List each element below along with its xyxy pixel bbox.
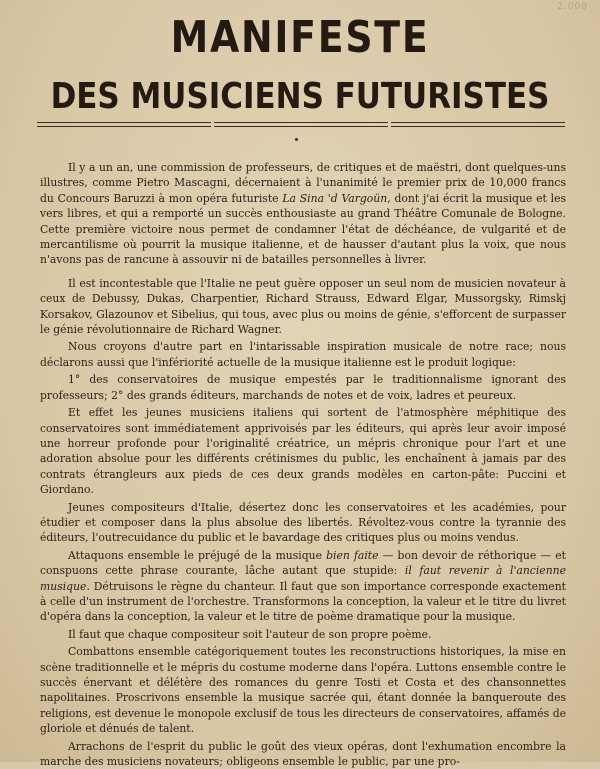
paragraph-2: Il est incontestable que l'Italie ne peut guère opposer un seul nom de musicien novateur à ceux de Debussy, Dukas, Charpentier, Richard Strauss, Edward Elgar, Mussorgsky, Rimskj Korsakov, Glazounov et Sibelius, qui tous, avec plus ou moins de génie, s'efforcent de surpasser le génie révolutionnaire de Richard Wagner.: [40, 276, 566, 337]
paragraph-7: Attaquons ensemble le préjugé de la musique bien faite — bon devoir de réthorique — et conspuons cette phrase courante, lâche autant que stupide: il faut revenir à l'ancienne musique. Détruisons le règne du chanteur. Il faut que son importance corresponde exactement à celle d'un instrument de l'orchestre. Transformons la conception, la valeur et le titre du livret d'opéra dans la conception, la valeur et le titre de poème dramatique pour la musique.: [40, 548, 566, 624]
pencil-margin-note: 2.000: [557, 2, 588, 12]
paragraph-6: Jeunes compositeurs d'Italie, désertez donc les conservatoires et les académies, pour étudier et composer dans la plus absolue des libertés. Révoltez-vous contre la tyrannie des éditeurs, l'outrecuidance du public et le bavardage des critiques plus ou moins vendus.: [40, 500, 566, 545]
paragraph-4: 1° des conservatoires de musique empestés par le traditionnalisme ignorant des professeurs; 2° des grands éditeurs, marchands de notes et de voix, ladres et peureux.: [40, 373, 566, 402]
paragraph-5: Et effet les jeunes musiciens italiens qui sortent de l'atmosphère méphitique des conservatoires sont immédiatement apprivoisés par les éditeurs, qui après leur avoir imposé une horreur profonde pour l'originalité créatrice, un mépris chronique pour l'art et une adoration absolue pour les différents crétinismes du public, les enchaînent à jamais par des contrats étrangleurs aux pieds de ces deux grands modèles en carton-pâte: Puccini et Giordano.: [40, 406, 566, 497]
paragraph-3: Nous croyons d'autre part en l'intarissable inspiration musicale de notre race; nous déclarons aussi que l'infériorité actuelle de la musique italienne est le produit logique:: [40, 340, 566, 369]
title-divider: [37, 122, 565, 130]
title-line-1: MANIFESTE: [170, 12, 430, 63]
paragraph-9: Combattons ensemble catégoriquement toutes les reconstructions historiques, la mise en scène traditionnelle et le mépris du costume moderne dans l'opéra. Luttons ensemble contre le succès énervant et délétère des romances du genre Tosti et Costa et des chansonnettes napolitaines. Proscrivons ensemble la musique sacrée qui, étant donnée la banqueroute des religions, est devenue le monopole exclusif de tous les directeurs de conservatoires, affamés de gloriole et dénués de talent.: [40, 645, 566, 736]
manifesto-body: [40, 152, 566, 769]
paragraph-1: Il y a un an, une commission de professeurs, de critiques et de maëstri, dont quelques-uns illustres, comme Pietro Mascagni, décernaient à l'unanimité le premier prix de 10,000 francs du Concours Baruzzi à mon opéra futuriste La Sina 'd Vargoün, dont j'ai écrit la musique et les vers libres, et qui a remporté un succès enthousiaste au grand Théâtre Comunale de Bologne. Cette première victoire nous permet de condamner l'état de déchéance, de vulgarité et de mercantilisme où pourrit la musique italienne, et de hausser d'autant plus la voix, que nous n'avons pas de rancune à assouvir ni de batailles personnelles à livrer.: [40, 161, 566, 267]
ornament-dot: [295, 138, 298, 141]
paragraph-8: Il faut que chaque compositeur soit l'auteur de son propre poème.: [68, 627, 432, 641]
paragraph-10: Arrachons de l'esprit du public le goût des vieux opéras, dont l'exhumation encombre la marche des musiciens novateurs; obligeons ensemble le public, par une pro-: [40, 739, 566, 769]
title-line-2: DES MUSICIENS FUTURISTES: [50, 76, 550, 117]
